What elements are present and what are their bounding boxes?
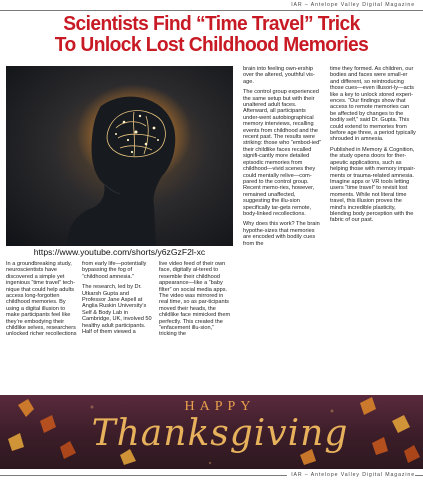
paragraph: time they formed. As children, our bodies and faces were small-er and different, so reintroducing those cues—even illusori-ly—acts like a key to unlock stored experi-ences. “Our findings show that access to remote memories can be affected by changes to the bodily self,” said Dr. Gupta. This could extend to memories from before age three, a period typically shrouded in amnesia. <box>330 66 416 143</box>
paragraph: Why does this work? The brain hypothe-sizes that memories are encoded with bodily cues from the <box>243 221 320 247</box>
headline-line-2: To Unlock Lost Childhood Memories <box>54 34 369 56</box>
page-footer <box>0 471 423 480</box>
article-headline <box>16 14 407 56</box>
header-rule <box>0 10 423 11</box>
paragraph: In a groundbreaking study, neuroscientists have discovered a simple yet ingenious “time travel” tech-nique that could help adults access long-forgotten childhood memories. By using a digital illusion to make participants feel like they’re embodying their childlike selves, researchers unlocked richer recollections <box>6 261 77 338</box>
running-head: IAR – Antelope Valley Digital Magazine <box>287 2 415 8</box>
paragraph: live video feed of their own face, digitally al-tered to resemble their childhood appearance—like a “baby filter” on social media apps. The video was mirrored in real time, so as par-ticipants moved their heads, the childlike face mimicked them perfectly. This created the “enfacement illu-sion,” tricking the <box>159 261 231 338</box>
paragraph: from early life—potentially bypassing the fog of “childhood amnesia.” <box>82 261 147 280</box>
video-link[interactable]: https://www.youtube.com/shorts/y6zGzF2l-xc <box>6 246 233 259</box>
running-foot: IAR – Antelope Valley Digital Magazine <box>287 472 415 478</box>
article-column-1 <box>6 261 77 342</box>
child-brain-illustration <box>6 66 233 246</box>
article-column-4 <box>243 66 323 251</box>
paragraph: The control group experienced the same setup but with their unaltered adult faces. Afterward, all participants under-went autobiographical memory interviews, recalling events from childhood and the recent past. The results were striking: those who “embod-ied” their childlike faces recalled signifi-cantly more detailed episodic memories from childhood—vivid scenes they could mentally relive—com-pared to the control group. Recent memo-ries, however, remained unaffected, suggesting the illu-sion specifically tar-gets remote, body-linked recollections. <box>243 89 322 217</box>
article-column-2 <box>82 261 154 339</box>
paragraph: The research, led by Dr. Utkarsh Gupta and Professor Jane Aspell at Anglia Ruskin University’s Self & Body Lab in Cambridge, UK, involved 50 healthy adult participants. Half of them viewed a <box>82 284 152 336</box>
ad-happy-text: HAPPY <box>184 399 256 414</box>
headline-line-1: Scientists Find “Time Travel” Trick <box>63 13 360 35</box>
paragraph: brain into feeling own-ership over the altered, youthful vis-age. <box>243 66 315 85</box>
thanksgiving-banner-ad[interactable] <box>0 395 423 469</box>
article-column-5 <box>330 66 416 228</box>
page-header <box>0 0 423 13</box>
paragraph: Published in Memory & Cognition, the study opens doors for ther-apeutic applications, such as helping those with memory impair-ments or trauma-related amnesia. Imagine apps or VR tools letting users “time travel” to revisit lost moments. While not literal time travel, this illusion proves the mind’s incredible plasticity, blending body perception with the fabric of our past. <box>330 146 416 224</box>
ad-thanksgiving-text: Thanksgiving <box>91 413 349 454</box>
article-column-3 <box>159 261 232 342</box>
article-photo <box>6 66 233 246</box>
